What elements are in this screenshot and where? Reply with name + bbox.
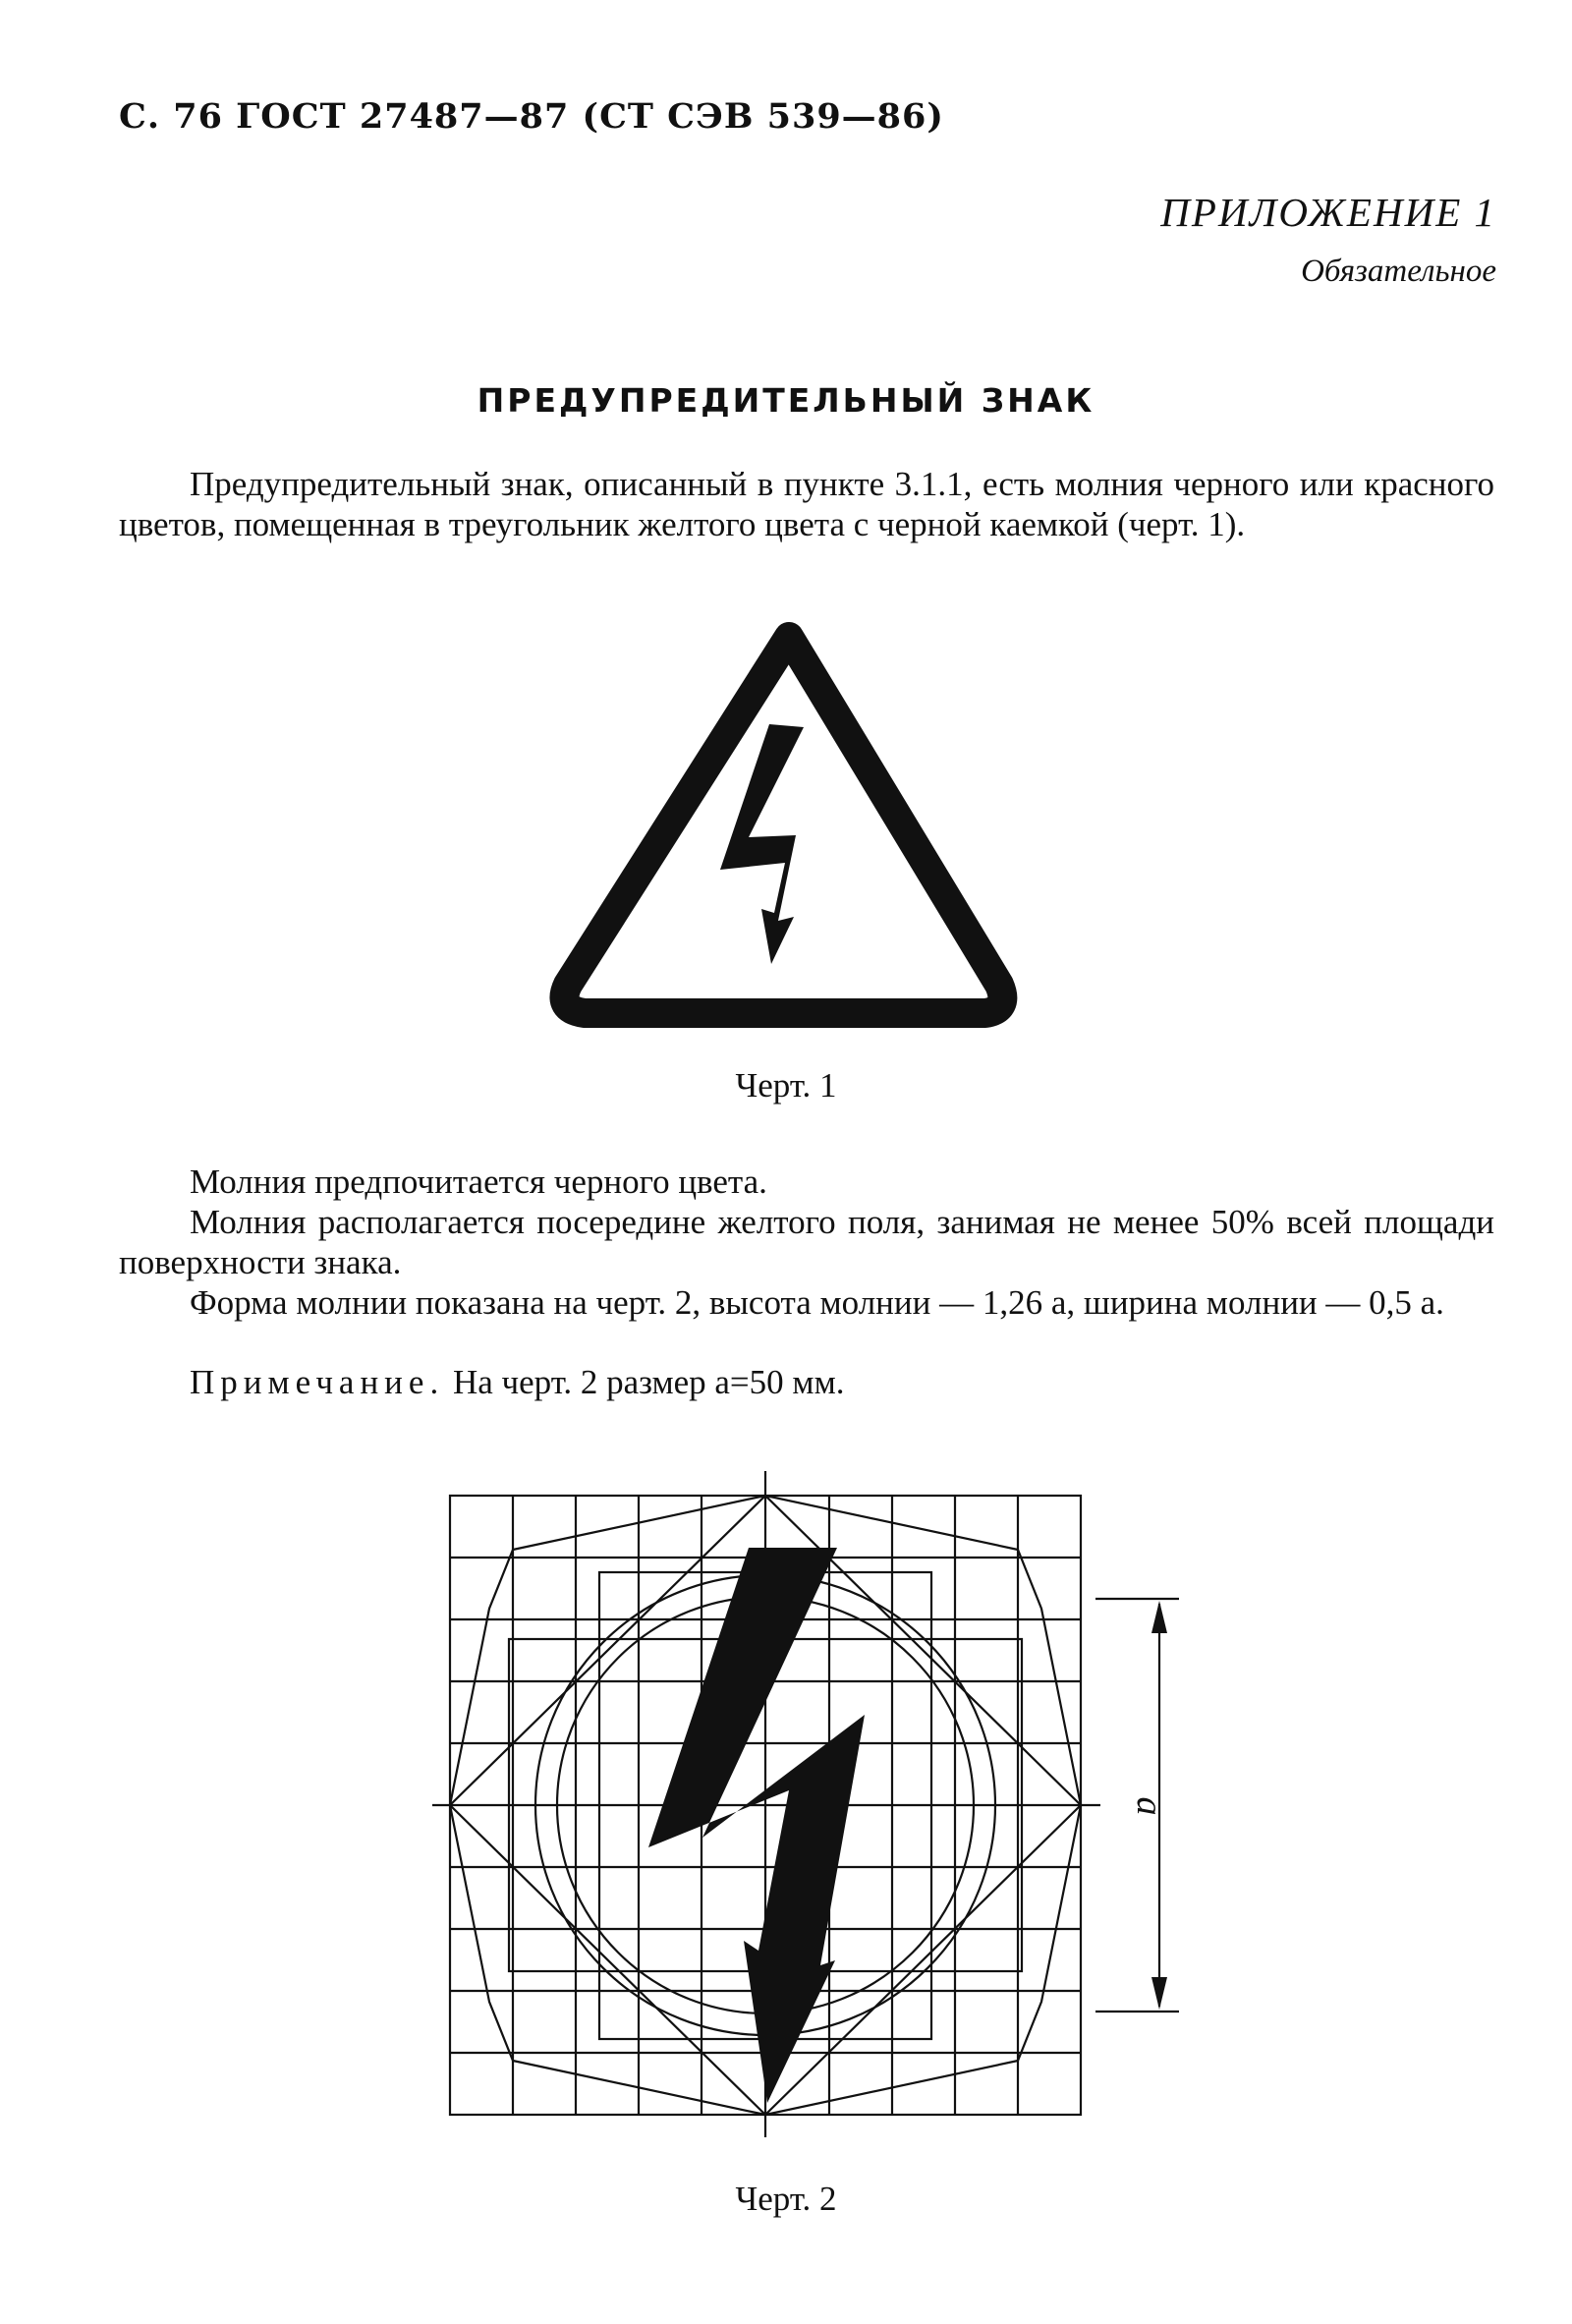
construction-grid (432, 1471, 1179, 2137)
intro-paragraph: Предупредительный знак, описанный в пункте 3.1.1, есть молния черного или красного цветов, помещенная в треугольник желтого цвета с черной каемкой (черт. 1). (119, 465, 1494, 543)
dimension-arrow-bottom (1151, 1977, 1167, 2010)
note (119, 1362, 1494, 1402)
paragraph-color: Молния предпочитается черного цвета. (190, 1162, 767, 1201)
lightning-bolt-icon (720, 724, 804, 964)
section-title: ПРЕДУПРЕДИТЕЛЬНЫЙ ЗНАК (477, 381, 1095, 420)
paragraph-position: Молния располагается посередине желтого поля, занимая не менее 50% всей площади поверхности знака. (119, 1203, 1494, 1281)
appendix-title: ПРИЛОЖЕНИЕ 1 (1160, 190, 1496, 235)
figure-2-caption: Черт. 2 (735, 2180, 837, 2218)
dimension-arrow-top (1151, 1601, 1167, 1633)
appendix-status: Обязательное (1301, 254, 1496, 289)
figure-1-caption: Черт. 1 (735, 1066, 837, 1105)
page-header: С. 76 ГОСТ 27487—87 (СТ СЭВ 539—86) (119, 96, 944, 137)
paragraph-shape: Форма молнии показана на черт. 2, высота молнии — 1,26 a, ширина молнии — 0,5 a. (190, 1283, 1444, 1322)
warning-triangle-border (564, 637, 1002, 1013)
note-label: Примечание. (190, 1363, 445, 1401)
note-text: На черт. 2 размер a=50 мм. (452, 1363, 845, 1401)
lightning-bolt-icon (648, 1548, 865, 2103)
dimension-label: a (1129, 1796, 1170, 1816)
